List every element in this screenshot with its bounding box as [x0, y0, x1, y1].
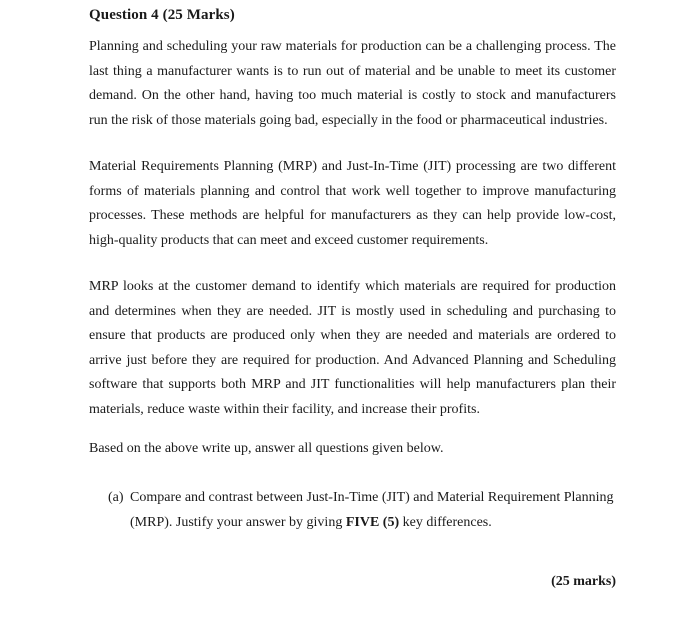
sub-question-text-before: Compare and contrast between Just-In-Time (JIT) and Material Requirement Planning (MRP). Justify your answer by giving — [130, 490, 614, 530]
paragraph-mrp-jit-details: MRP looks at the customer demand to identify which materials are required for production and determines when they are needed. JIT is mostly used in scheduling and purchasing to ensure that products are produced only when they are needed and materials are ordered to arrive just before they are required for production. And Advanced Planning and Scheduling software that supports both MRP and JIT functionalities will help manufacturers plan their materials, reduce waste within their facility, and increase their profits. — [89, 279, 616, 417]
marks-label: (25 marks) — [551, 574, 616, 589]
paragraph-mrp-jit-intro: Material Requirements Planning (MRP) and Just-In-Time (JIT) processing are two different forms of materials planning and control that work well together to improve manufacturing processes. These methods are helpful for manufacturers as they can help provide low-cost, high-quality products that can meet and exceed customer requirements. — [89, 159, 616, 248]
paragraph-instructions: Based on the above write up, answer all questions given below. — [89, 441, 444, 456]
sub-question-text-after: key differences. — [399, 514, 492, 530]
question-title: Question 4 (25 Marks) — [89, 7, 235, 23]
paragraph-planning: Planning and scheduling your raw materials for production can be a challenging process. The last thing a manufacturer wants is to run out of material and be unable to meet its customer demand. On the other hand, having too much material is costly to stock and manufacturers run the risk of those materials going bad, especially in the food or pharmaceutical industries. — [89, 39, 616, 128]
sub-question-emphasis: FIVE (5) — [345, 514, 400, 530]
sub-question-text — [130, 486, 616, 535]
sub-question-a — [108, 486, 616, 535]
sub-question-label: (a) — [108, 490, 124, 505]
